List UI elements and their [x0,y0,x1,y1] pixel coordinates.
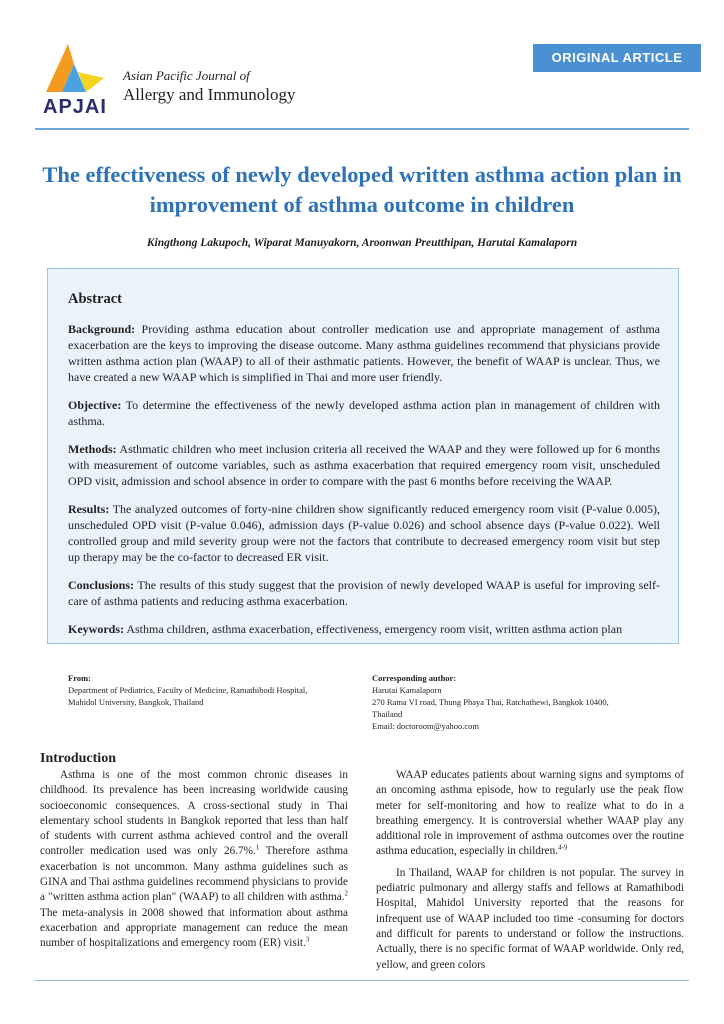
section-label: Objective: [68,398,122,412]
section-label: Methods: [68,442,117,456]
footer-divider [35,980,689,981]
from-line: Department of Pediatrics, Faculty of Medicine, Ramathibodi Hospital, [68,685,308,695]
section-text: Asthmatic children who meet inclusion criteria all received the WAAP and they were followed up for 6 months with measurement of outcome variables, such as asthma exacerbation that required emergency room visit, unscheduled OPD visit, admission and school absence in order to compare with the past 6 months before receiving the WAAP. [68,442,660,488]
apjai-logo-icon [40,42,110,100]
text-run: Asthma is one of the most common chronic diseases in childhood. Its prevalence has been increasing worldwide causing socioeconomic consequences. A cross-sectional study in Thai elementary school students in Bangkok reported that less than half of students with current asthma achieved control and the overall controller medication used was only 26.7%. [40,769,348,858]
journal-name-line2: Allergy and Immunology [123,85,296,104]
corr-email[interactable]: Email: doctoroom@yahoo.com [372,721,479,731]
from-line: Mahidol University, Bangkok, Thailand [68,697,204,707]
affiliation-from [68,672,358,708]
article-title: The effectiveness of newly developed written asthma action plan in improvement of asthma outcome in children [42,162,682,217]
abstract-box [47,268,679,644]
section-text: To determine the effectiveness of the newly developed asthma action plan in management of children with asthma. [68,398,660,428]
citation: 4-9 [558,843,568,852]
section-text: The analyzed outcomes of forty-nine children show significantly reduced emergency room visit (P-value 0.005), unscheduled OPD visit (P-value 0.046), admission days (P-value 0.026) and school absence days (P-value 0.022). Well controlled group and mild severity group were not the factors that contribute to decreased emergency room visit but step up therapy may be the co-factor to decreased ER visit. [68,502,660,564]
corr-country: Thailand [372,709,403,719]
citation: 3 [305,935,310,944]
section-label: Background: [68,322,136,336]
abstract-keywords [68,621,660,637]
section-text: The results of this study suggest that the provision of newly developed WAAP is useful for improving self- care of asthma patients and reducing asthma exacerbation. [68,578,660,608]
body-column-left [40,768,348,952]
section-label: Keywords: [68,622,124,636]
section-label: Results: [68,502,110,516]
corr-name: Harutai Kamalaporn [372,685,442,695]
citation: 1 [255,843,260,852]
from-label: From: [68,673,91,683]
abstract-heading: Abstract [68,291,122,307]
abstract-background [68,321,660,385]
citation: 2 [344,889,348,898]
introduction-heading: Introduction [40,751,116,766]
body-paragraph: In Thailand, WAAP for children is not popular. The survey in pediatric pulmonary and allergy staffs and fellows at Ramathibodi Hospital, Mahidol University reported that the reasons for infrequent use of WAAP included too time -consuming for doctors and difficult for parents to understand or follow the instructions. Actually, there is no specific format of WAAP worldwide. Only red, yellow, and green colors [376,866,684,971]
corresponding-author [372,672,672,732]
body-column-right [376,768,684,973]
body-paragraph [376,768,684,860]
header-divider [35,128,689,130]
abstract-objective [68,397,660,429]
abstract-methods [68,441,660,489]
corr-label: Corresponding author: [372,673,457,683]
body-paragraph [40,768,348,952]
brand-acronym: APJAI [43,96,107,118]
author-list: Kingthong Lakupoch, Wiparat Manuyakorn, Aroonwan Preutthipan, Harutai Kamalaporn [146,237,578,249]
section-text: Providing asthma education about controller medication use and appropriate management of asthma exacerbation are the keys to improving the disease outcome. Many asthma guidelines recommend that physicians provide written asthma action plan (WAAP) to all of their asthmatic patients. However, the benefit of WAAP is unclear. Thus, we have created a new WAAP which is simplified in Thai and more user friendly. [68,322,660,384]
text-run: Therefore asthma exacerbation is not uncommon. Many asthma guidelines such as GINA and Thai asthma guidelines recommend physicians to provide a "written asthma action plan" (WAAP) to all children with asthma. [40,845,348,904]
corr-address: 270 Rama VI road, Thung Phaya Thai, Ratchathewi, Bangkok 10400, [372,697,609,707]
section-label: Conclusions: [68,578,135,592]
section-text: Asthma children, asthma exacerbation, effectiveness, emergency room visit, written asthma action plan [124,622,623,636]
journal-name-line1: Asian Pacific Journal of [123,68,250,83]
article-type-badge: ORIGINAL ARTICLE [533,44,701,72]
abstract-results [68,501,660,565]
text-run: The meta-analysis in 2008 showed that information about asthma exacerbation and appropriate management can reduce the mean number of hospitalizations and emergency room (ER) visit. [40,906,348,950]
text-run: WAAP educates patients about warning signs and symptoms of an oncoming asthma episode, how to regularly use the peak flow meter for self-monitoring and how to realize what to do in a breathing emergency. It is controversial whether WAAP play any additional role in improvement of asthma outcomes over the routine asthma education, especially in children. [376,769,684,858]
abstract-conclusions [68,577,660,609]
